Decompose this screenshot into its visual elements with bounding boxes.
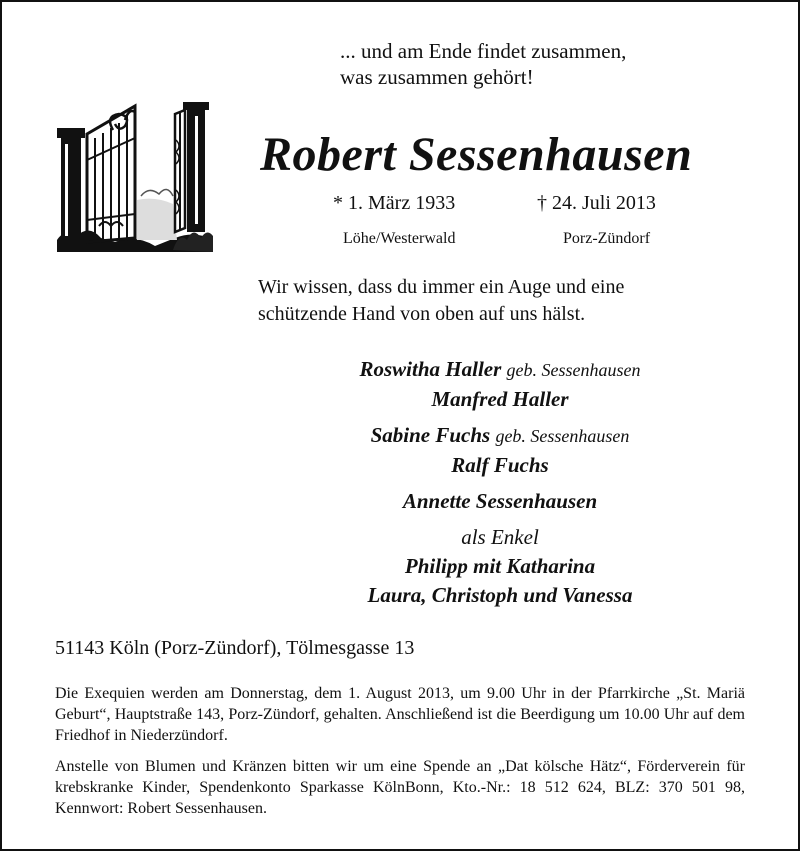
mourner-1 xyxy=(300,355,700,385)
donation-notice: Anstelle von Blumen und Kränzen bitten wir um eine Spende an „Dat kölsche Hätz“, Förderverein für krebskranke Kinder, Spendenkonto Sparkasse KölnBonn, Kto.-Nr.: 18 512 624, BLZ: 370 501 98, Kennwort: Robert Sessenhausen. xyxy=(55,758,745,817)
birth-place: Löhe/Westerwald xyxy=(343,230,456,247)
grandchild-1 xyxy=(300,552,700,581)
motto xyxy=(340,38,626,90)
mourner-2 xyxy=(300,385,700,414)
mourner-1-note: geb. Sessenhausen xyxy=(506,360,641,380)
birth-date: * 1. März 1933 xyxy=(333,192,456,214)
verse-line-1: Wir wissen, dass du immer ein Auge und eine xyxy=(258,276,625,298)
death-place: Porz-Zündorf xyxy=(563,230,651,247)
mourner-3-name: Sabine Fuchs xyxy=(370,423,491,447)
mourner-4-name: Ralf Fuchs xyxy=(451,453,549,477)
verse-line-2: schützende Hand von oben auf uns hälst. xyxy=(258,303,586,325)
mourner-4 xyxy=(300,451,700,480)
deceased-name: Robert Sessenhausen xyxy=(260,128,693,181)
garden-gate-icon xyxy=(55,100,215,255)
mourner-2-name: Manfred Haller xyxy=(431,387,569,411)
verse xyxy=(258,274,624,328)
mourners-list xyxy=(300,355,700,610)
grandchild-2-name: Laura, Christoph und Vanessa xyxy=(367,583,633,607)
funeral-notice: Die Exequien werden am Donnerstag, dem 1. August 2013, um 9.00 Uhr in der Pfarrkirche „St. Mariä Geburt“, Hauptstraße 143, Porz-Zündorf, gehalten. Anschließend ist die Beerdigung um 10.00 Uhr auf dem Friedhof in Niederzündorf. xyxy=(55,685,745,744)
grandchild-2 xyxy=(300,581,700,610)
family-address: 51143 Köln (Porz-Zündorf), Tölmesgasse 13 xyxy=(55,637,415,659)
death-date: † 24. Juli 2013 xyxy=(537,192,656,214)
grandchildren-label: als Enkel xyxy=(461,525,539,549)
grandchild-1-name: Philipp mit Katharina xyxy=(404,554,596,578)
mourner-5-name: Annette Sessenhausen xyxy=(402,489,598,513)
mourner-5 xyxy=(300,487,700,516)
mourner-3 xyxy=(300,421,700,451)
motto-line-1: ... und am Ende findet zusammen, xyxy=(340,39,627,63)
mourner-3-note: geb. Sessenhausen xyxy=(495,426,630,446)
motto-line-2: was zusammen gehört! xyxy=(340,65,534,89)
mourner-1-name: Roswitha Haller xyxy=(359,357,502,381)
